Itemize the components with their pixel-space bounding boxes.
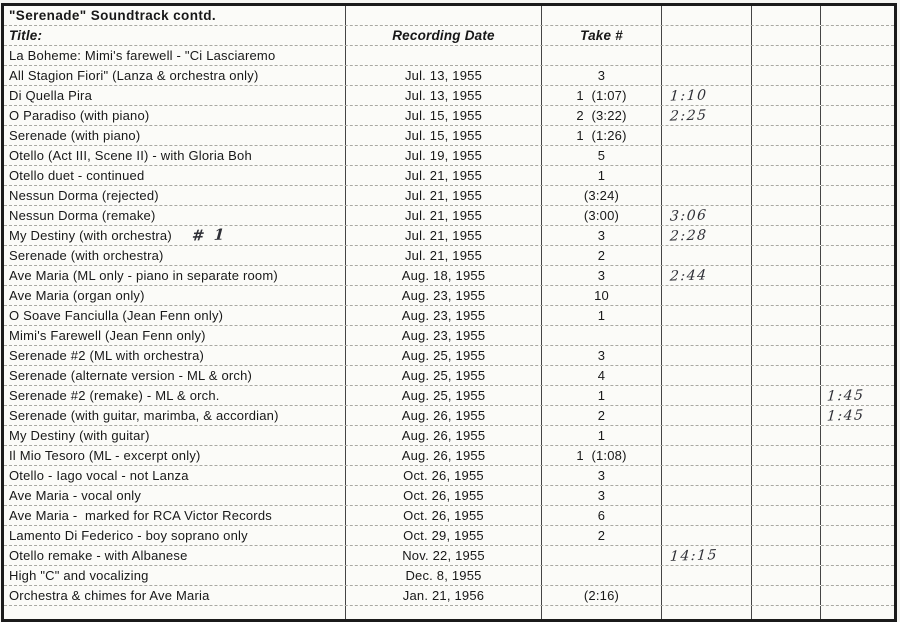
date-cell: Jan. 21, 1956	[346, 586, 542, 605]
note-cell-1	[662, 266, 752, 285]
table-row	[4, 426, 894, 446]
handwritten-note: 2:25	[669, 106, 709, 125]
date-cell: Jul. 19, 1955	[346, 146, 542, 165]
title-cell	[4, 546, 346, 565]
note-cell-2	[752, 286, 821, 305]
note-cell-3	[821, 246, 894, 265]
note-cell-3	[821, 566, 894, 585]
title-text: Serenade #2 (remake) - ML & orch.	[9, 388, 220, 403]
date-cell: Jul. 21, 1955	[346, 226, 542, 245]
title-text: Nessun Dorma (rejected)	[9, 188, 159, 203]
note-cell-2	[752, 246, 821, 265]
column-header-empty	[821, 26, 894, 45]
note-cell-2	[752, 306, 821, 325]
note-cell-3	[821, 86, 894, 105]
table-row	[4, 326, 894, 346]
note-cell-2	[752, 406, 821, 425]
note-cell-1	[662, 386, 752, 405]
date-cell: Oct. 26, 1955	[346, 486, 542, 505]
title-text: Nessun Dorma (remake)	[9, 208, 156, 223]
date-cell	[346, 606, 542, 619]
take-cell: 2 (3:22)	[542, 106, 662, 125]
title-cell	[4, 586, 346, 605]
header-empty-cell	[821, 6, 894, 25]
note-cell-3	[821, 406, 894, 425]
note-cell-3	[821, 306, 894, 325]
table-row	[4, 186, 894, 206]
handwritten-note: 1:10	[669, 86, 709, 105]
take-cell: 2	[542, 406, 662, 425]
note-cell-2	[752, 386, 821, 405]
table-row	[4, 166, 894, 186]
title-text: Orchestra & chimes for Ave Maria	[9, 588, 210, 603]
table-header-row-2	[4, 26, 894, 46]
title-text: Serenade (with orchestra)	[9, 248, 164, 263]
handwritten-note: 2:28	[669, 226, 709, 245]
note-cell-3	[821, 286, 894, 305]
date-cell: Jul. 21, 1955	[346, 166, 542, 185]
take-cell: (3:24)	[542, 186, 662, 205]
title-text: La Boheme: Mimi's farewell - "Ci Lasciaremo	[9, 48, 276, 63]
title-text: Il Mio Tesoro (ML - excerpt only)	[9, 448, 201, 463]
note-cell-3	[821, 366, 894, 385]
title-cell	[4, 146, 346, 165]
table-body	[4, 46, 894, 619]
take-cell: 1 (1:08)	[542, 446, 662, 465]
table-row	[4, 106, 894, 126]
title-cell	[4, 306, 346, 325]
title-cell	[4, 66, 346, 85]
note-cell-2	[752, 166, 821, 185]
table-row	[4, 486, 894, 506]
date-cell: Jul. 13, 1955	[346, 86, 542, 105]
take-cell: 5	[542, 146, 662, 165]
note-cell-2	[752, 586, 821, 605]
column-header-take: Take #	[542, 26, 662, 45]
title-text: Serenade (with guitar, marimba, & accordian)	[9, 408, 279, 423]
note-cell-1	[662, 66, 752, 85]
take-cell: 1	[542, 306, 662, 325]
take-cell: 4	[542, 366, 662, 385]
title-cell	[4, 366, 346, 385]
take-cell: 3	[542, 226, 662, 245]
handwritten-note: 2:44	[669, 266, 709, 285]
note-cell-3	[821, 206, 894, 225]
note-cell-1	[662, 146, 752, 165]
take-cell: 1	[542, 426, 662, 445]
date-cell: Aug. 23, 1955	[346, 326, 542, 345]
note-cell-1	[662, 166, 752, 185]
title-text: Otello duet - continued	[9, 168, 145, 183]
note-cell-1	[662, 86, 752, 105]
header-empty-cell	[542, 6, 662, 25]
table-row	[4, 366, 894, 386]
take-cell: 3	[542, 486, 662, 505]
take-cell	[542, 326, 662, 345]
title-cell	[4, 346, 346, 365]
title-text: Ave Maria (organ only)	[9, 288, 145, 303]
title-text: Ave Maria (ML only - piano in separate room)	[9, 268, 278, 283]
note-cell-3	[821, 46, 894, 65]
handwritten-note: 3:06	[669, 206, 709, 225]
note-cell-3	[821, 506, 894, 525]
title-cell	[4, 286, 346, 305]
note-cell-1	[662, 526, 752, 545]
note-cell-2	[752, 466, 821, 485]
title-cell	[4, 326, 346, 345]
take-cell: 3	[542, 466, 662, 485]
take-cell: 10	[542, 286, 662, 305]
date-cell: Aug. 23, 1955	[346, 286, 542, 305]
note-cell-3	[821, 326, 894, 345]
title-text: Ave Maria - marked for RCA Victor Records	[9, 508, 272, 523]
table-row	[4, 506, 894, 526]
title-cell	[4, 86, 346, 105]
table-row	[4, 346, 894, 366]
note-cell-1	[662, 586, 752, 605]
note-cell-1	[662, 106, 752, 125]
note-cell-1	[662, 286, 752, 305]
handwritten-note: 1:45	[826, 386, 866, 405]
note-cell-2	[752, 346, 821, 365]
title-cell	[4, 446, 346, 465]
table-header-row-1	[4, 6, 894, 26]
note-cell-2	[752, 226, 821, 245]
take-cell: 1 (1:07)	[542, 86, 662, 105]
take-cell: 2	[542, 246, 662, 265]
title-cell	[4, 526, 346, 545]
note-cell-1	[662, 306, 752, 325]
document-title: "Serenade" Soundtrack contd.	[4, 6, 346, 25]
date-cell: Jul. 15, 1955	[346, 106, 542, 125]
table-row	[4, 266, 894, 286]
date-cell: Aug. 25, 1955	[346, 366, 542, 385]
title-text: Serenade #2 (ML with orchestra)	[9, 348, 205, 363]
note-cell-3	[821, 226, 894, 245]
note-cell-2	[752, 66, 821, 85]
take-cell: 2	[542, 526, 662, 545]
table-row	[4, 446, 894, 466]
date-cell: Aug. 25, 1955	[346, 346, 542, 365]
note-cell-2	[752, 146, 821, 165]
take-cell: (2:16)	[542, 586, 662, 605]
title-cell	[4, 386, 346, 405]
date-cell: Aug. 26, 1955	[346, 406, 542, 425]
column-header-date: Recording Date	[346, 26, 542, 45]
handwritten-note: 14:15	[669, 546, 719, 565]
title-text: Serenade (with piano)	[9, 128, 141, 143]
title-text: Ave Maria - vocal only	[9, 488, 142, 503]
date-cell: Oct. 26, 1955	[346, 466, 542, 485]
header-empty-cell	[662, 6, 752, 25]
title-cell	[4, 226, 346, 245]
title-text: Otello - Iago vocal - not Lanza	[9, 468, 189, 483]
title-text: Otello (Act III, Scene II) - with Gloria Boh	[9, 148, 252, 163]
note-cell-3	[821, 266, 894, 285]
title-text: My Destiny (with orchestra)	[9, 228, 172, 243]
table-row	[4, 406, 894, 426]
recording-log-table	[1, 3, 897, 622]
note-cell-1	[662, 566, 752, 585]
title-cell	[4, 206, 346, 225]
take-cell: 3	[542, 266, 662, 285]
note-cell-3	[821, 606, 894, 619]
table-row	[4, 46, 894, 66]
table-row	[4, 206, 894, 226]
table-row	[4, 126, 894, 146]
title-text: Serenade (alternate version - ML & orch)	[9, 368, 253, 383]
note-cell-3	[821, 446, 894, 465]
table-row	[4, 66, 894, 86]
note-cell-1	[662, 46, 752, 65]
title-cell	[4, 186, 346, 205]
title-text: Di Quella Pira	[9, 88, 92, 103]
note-cell-3	[821, 466, 894, 485]
note-cell-1	[662, 506, 752, 525]
date-cell	[346, 46, 542, 65]
header-empty-cell	[752, 6, 821, 25]
take-cell: 6	[542, 506, 662, 525]
note-cell-2	[752, 126, 821, 145]
title-text: Mimi's Farewell (Jean Fenn only)	[9, 328, 206, 343]
take-cell: 1 (1:26)	[542, 126, 662, 145]
take-cell	[542, 546, 662, 565]
header-empty-cell	[346, 6, 542, 25]
title-text: High "C" and vocalizing	[9, 568, 149, 583]
note-cell-2	[752, 566, 821, 585]
note-cell-3	[821, 166, 894, 185]
title-cell	[4, 46, 346, 65]
table-row	[4, 546, 894, 566]
table-row	[4, 466, 894, 486]
title-cell	[4, 126, 346, 145]
note-cell-3	[821, 126, 894, 145]
table-row	[4, 386, 894, 406]
title-cell	[4, 266, 346, 285]
title-cell	[4, 606, 346, 619]
note-cell-3	[821, 146, 894, 165]
note-cell-2	[752, 526, 821, 545]
note-cell-1	[662, 346, 752, 365]
date-cell: Nov. 22, 1955	[346, 546, 542, 565]
title-cell	[4, 166, 346, 185]
title-text: O Paradiso (with piano)	[9, 108, 150, 123]
column-header-empty	[752, 26, 821, 45]
date-cell: Aug. 26, 1955	[346, 446, 542, 465]
handwritten-note: 1:45	[826, 406, 866, 425]
note-cell-1	[662, 486, 752, 505]
take-cell	[542, 606, 662, 619]
table-row	[4, 146, 894, 166]
table-row	[4, 586, 894, 606]
note-cell-1	[662, 546, 752, 565]
date-cell: Aug. 23, 1955	[346, 306, 542, 325]
note-cell-1	[662, 366, 752, 385]
date-cell: Aug. 26, 1955	[346, 426, 542, 445]
note-cell-3	[821, 346, 894, 365]
date-cell: Aug. 18, 1955	[346, 266, 542, 285]
note-cell-1	[662, 406, 752, 425]
date-cell: Oct. 26, 1955	[346, 506, 542, 525]
note-cell-3	[821, 386, 894, 405]
note-cell-2	[752, 206, 821, 225]
note-cell-3	[821, 486, 894, 505]
note-cell-2	[752, 446, 821, 465]
date-cell: Oct. 29, 1955	[346, 526, 542, 545]
take-cell	[542, 46, 662, 65]
date-cell: Aug. 25, 1955	[346, 386, 542, 405]
title-cell	[4, 506, 346, 525]
title-text: All Stagion Fiori" (Lanza & orchestra only)	[9, 68, 259, 83]
table-row	[4, 246, 894, 266]
note-cell-3	[821, 186, 894, 205]
note-cell-1	[662, 126, 752, 145]
note-cell-2	[752, 186, 821, 205]
note-cell-1	[662, 466, 752, 485]
title-text: O Soave Fanciulla (Jean Fenn only)	[9, 308, 224, 323]
note-cell-2	[752, 46, 821, 65]
note-cell-2	[752, 86, 821, 105]
table-row	[4, 566, 894, 586]
note-cell-3	[821, 586, 894, 605]
table-row	[4, 86, 894, 106]
handwritten-annotation: # 1	[191, 225, 227, 245]
take-cell: 1	[542, 386, 662, 405]
note-cell-1	[662, 186, 752, 205]
note-cell-2	[752, 326, 821, 345]
note-cell-2	[752, 366, 821, 385]
date-cell: Jul. 21, 1955	[346, 246, 542, 265]
note-cell-1	[662, 606, 752, 619]
table-row	[4, 286, 894, 306]
note-cell-3	[821, 546, 894, 565]
note-cell-2	[752, 506, 821, 525]
note-cell-2	[752, 486, 821, 505]
take-cell: 3	[542, 346, 662, 365]
table-row	[4, 606, 894, 619]
note-cell-1	[662, 246, 752, 265]
take-cell	[542, 566, 662, 585]
note-cell-2	[752, 426, 821, 445]
note-cell-2	[752, 106, 821, 125]
note-cell-2	[752, 266, 821, 285]
note-cell-1	[662, 226, 752, 245]
note-cell-3	[821, 526, 894, 545]
date-cell: Jul. 21, 1955	[346, 186, 542, 205]
note-cell-1	[662, 426, 752, 445]
note-cell-3	[821, 106, 894, 125]
title-text: Lamento Di Federico - boy soprano only	[9, 528, 248, 543]
note-cell-2	[752, 546, 821, 565]
title-text: Otello remake - with Albanese	[9, 548, 188, 563]
title-cell	[4, 466, 346, 485]
note-cell-3	[821, 66, 894, 85]
title-cell	[4, 426, 346, 445]
title-cell	[4, 246, 346, 265]
column-header-empty	[662, 26, 752, 45]
table-row	[4, 306, 894, 326]
date-cell: Jul. 15, 1955	[346, 126, 542, 145]
title-cell	[4, 106, 346, 125]
note-cell-3	[821, 426, 894, 445]
note-cell-1	[662, 206, 752, 225]
take-cell: 1	[542, 166, 662, 185]
note-cell-1	[662, 446, 752, 465]
take-cell: 3	[542, 66, 662, 85]
date-cell: Jul. 13, 1955	[346, 66, 542, 85]
column-header-title: Title:	[4, 26, 346, 45]
note-cell-1	[662, 326, 752, 345]
title-cell	[4, 406, 346, 425]
table-row	[4, 226, 894, 246]
title-cell	[4, 566, 346, 585]
note-cell-2	[752, 606, 821, 619]
take-cell: (3:00)	[542, 206, 662, 225]
date-cell: Jul. 21, 1955	[346, 206, 542, 225]
date-cell: Dec. 8, 1955	[346, 566, 542, 585]
table-row	[4, 526, 894, 546]
title-cell	[4, 486, 346, 505]
title-text: My Destiny (with guitar)	[9, 428, 150, 443]
